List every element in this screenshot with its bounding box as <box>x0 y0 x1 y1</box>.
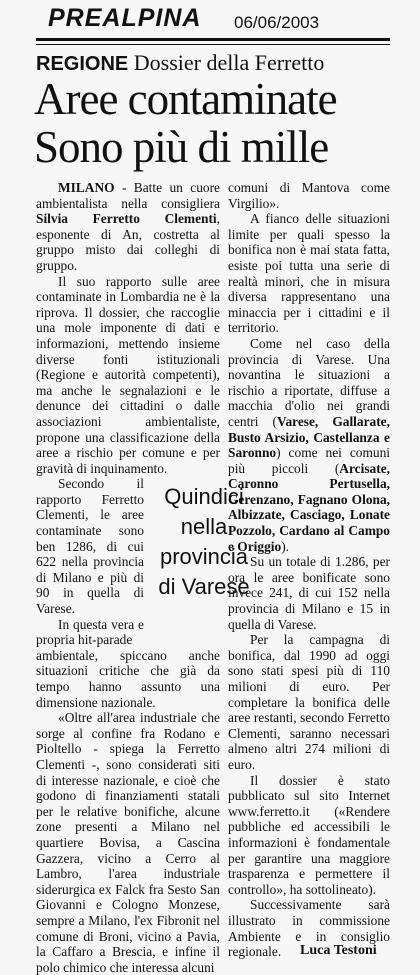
paragraph-8 <box>228 336 390 554</box>
article-column-2 <box>228 180 390 960</box>
byline: Luca Testoni <box>300 943 377 958</box>
paragraph-1 <box>36 180 220 274</box>
paragraph-10: Per la campagna di bonifica, dal 1990 ad oggi sono stati spesi più di 110 milioni di euro. Per completare la bonifica delle aree restanti, secondo Ferretto Clementi, saranno necessari almeno altri 274 milioni di euro. <box>228 632 390 772</box>
small-towns: Arcisate, Caronno Pertusella, Gerenzano, Fagnano Olona, Albizzate, Casciago, Lonate Pozzolo, Cardano al Campo e Origgio <box>228 460 390 554</box>
masthead <box>48 6 378 36</box>
text-run: Come nel caso della provincia di Varese. Una novantina le situazioni a rischio a riportate, diffuse a macchia d'olio nei grandi centri ( <box>228 335 390 429</box>
section-line <box>36 50 324 76</box>
paragraph-7: A fianco delle situazioni limite per quali spesso la bonifica non è mai stata fatta, esiste poi tutta una serie di realtà minori, che in misura diversa rappresentano una minaccia per i cittadini e il territorio. <box>228 211 390 336</box>
newspaper-logo: PREALPINA <box>48 4 202 32</box>
headline-line-2: Sono più di mille <box>34 122 329 172</box>
dateline: MILANO <box>58 180 115 195</box>
pull-quote-line: Quindici <box>164 484 244 509</box>
section-topic: Dossier della Ferretto <box>133 50 325 75</box>
text-run: ) come nei comuni più piccoli ( <box>228 445 390 476</box>
paragraph-2: Il suo rapporto sulle aree contaminate in Lombardia ne è la riprova. Il dossier, che raccoglie una mole imponente di dati e informazioni, mettendo insieme diverse fonti istituzionali (Regione e autorità competenti), ma anche le segnalazioni e le denunce dei cittadini o dalle associazioni ambientaliste, propone una classificazione della aree a rischio per comune e per gravità di inquinamento. <box>36 273 220 476</box>
paragraph-5: «Oltre all'area industriale che sorge al confine fra Rodano e Pioltello - spiega la Ferretto Clementi -, sono considerati siti di interesse nazionale, e cioè che godono di finanziamenti statali per le relative bonifiche, alcune zone presenti a Milano nel quartiere Bovisa, a Cascina Gazzera, vicino a Cerro al Lambro, l'area industriale siderurgica ex Falck fra Sesto San Giovanni e Cologno Monzese, sempre a Milano, l'ex Fibronit nel comune di Broni, vicino a Pavia, la Caffaro a Brescia, e infine il polo chimico che interessa alcuni <box>36 710 220 975</box>
masthead-rule-thin <box>36 44 390 45</box>
text-run: , esponente di An, costretta al gruppo misto dai colleghi di gruppo. <box>36 211 220 273</box>
pull-quote-line: di Varese <box>158 574 250 599</box>
pull-quote-line: provincia <box>159 544 249 569</box>
section-kicker: REGIONE <box>36 53 129 75</box>
pull-quote-line: nella <box>180 514 228 539</box>
paragraph-4: In questa vera e propria hit-parade <box>36 616 144 648</box>
paragraph-6: comuni di Mantova come Virgilio». <box>228 180 390 211</box>
paragraph-11: Il dossier è stato pubblicato sul sito Internet www.ferretto.it («Rendere pubbliche ed accessibili le informazioni è fondamentale per garantire una maggiore trasparenza e permettere il controllo», ha sottolineato). <box>228 772 390 897</box>
text-run: - Batte un cuore ambientalista nella consigliera <box>36 180 220 211</box>
paragraph-12: Successivamente sarà illustrato in commissione Ambiente e in consiglio regionale. <box>228 897 390 960</box>
text-run: ). <box>281 538 289 554</box>
paragraph-3: Secondo il rapporto Ferretto Clementi, le aree contaminate sono ben 1286, di cui 622 nella provincia di Milano e più di 90 in quella di Varese. <box>36 476 144 617</box>
publication-date: 06/06/2003 <box>234 13 320 32</box>
councillor-name: Silvia Ferretto Clementi <box>36 211 217 227</box>
headline-line-1: Aree contaminate <box>34 74 337 124</box>
large-towns: Varese, Gallarate, Busto Arsizio, Castellanza e Saronno <box>228 413 390 461</box>
paragraph-9: Su un totale di 1.286, per ora le aree bonificate sono invece 241, di cui 152 nella provincia di Milano e 15 in quella di Varese. <box>228 554 390 632</box>
paragraph-4-cont: ambientale, spiccano anche situazioni critiche che già da tempo hanno assunto una dimensione nazionale. <box>36 647 220 710</box>
masthead-rule-thick <box>36 38 390 41</box>
